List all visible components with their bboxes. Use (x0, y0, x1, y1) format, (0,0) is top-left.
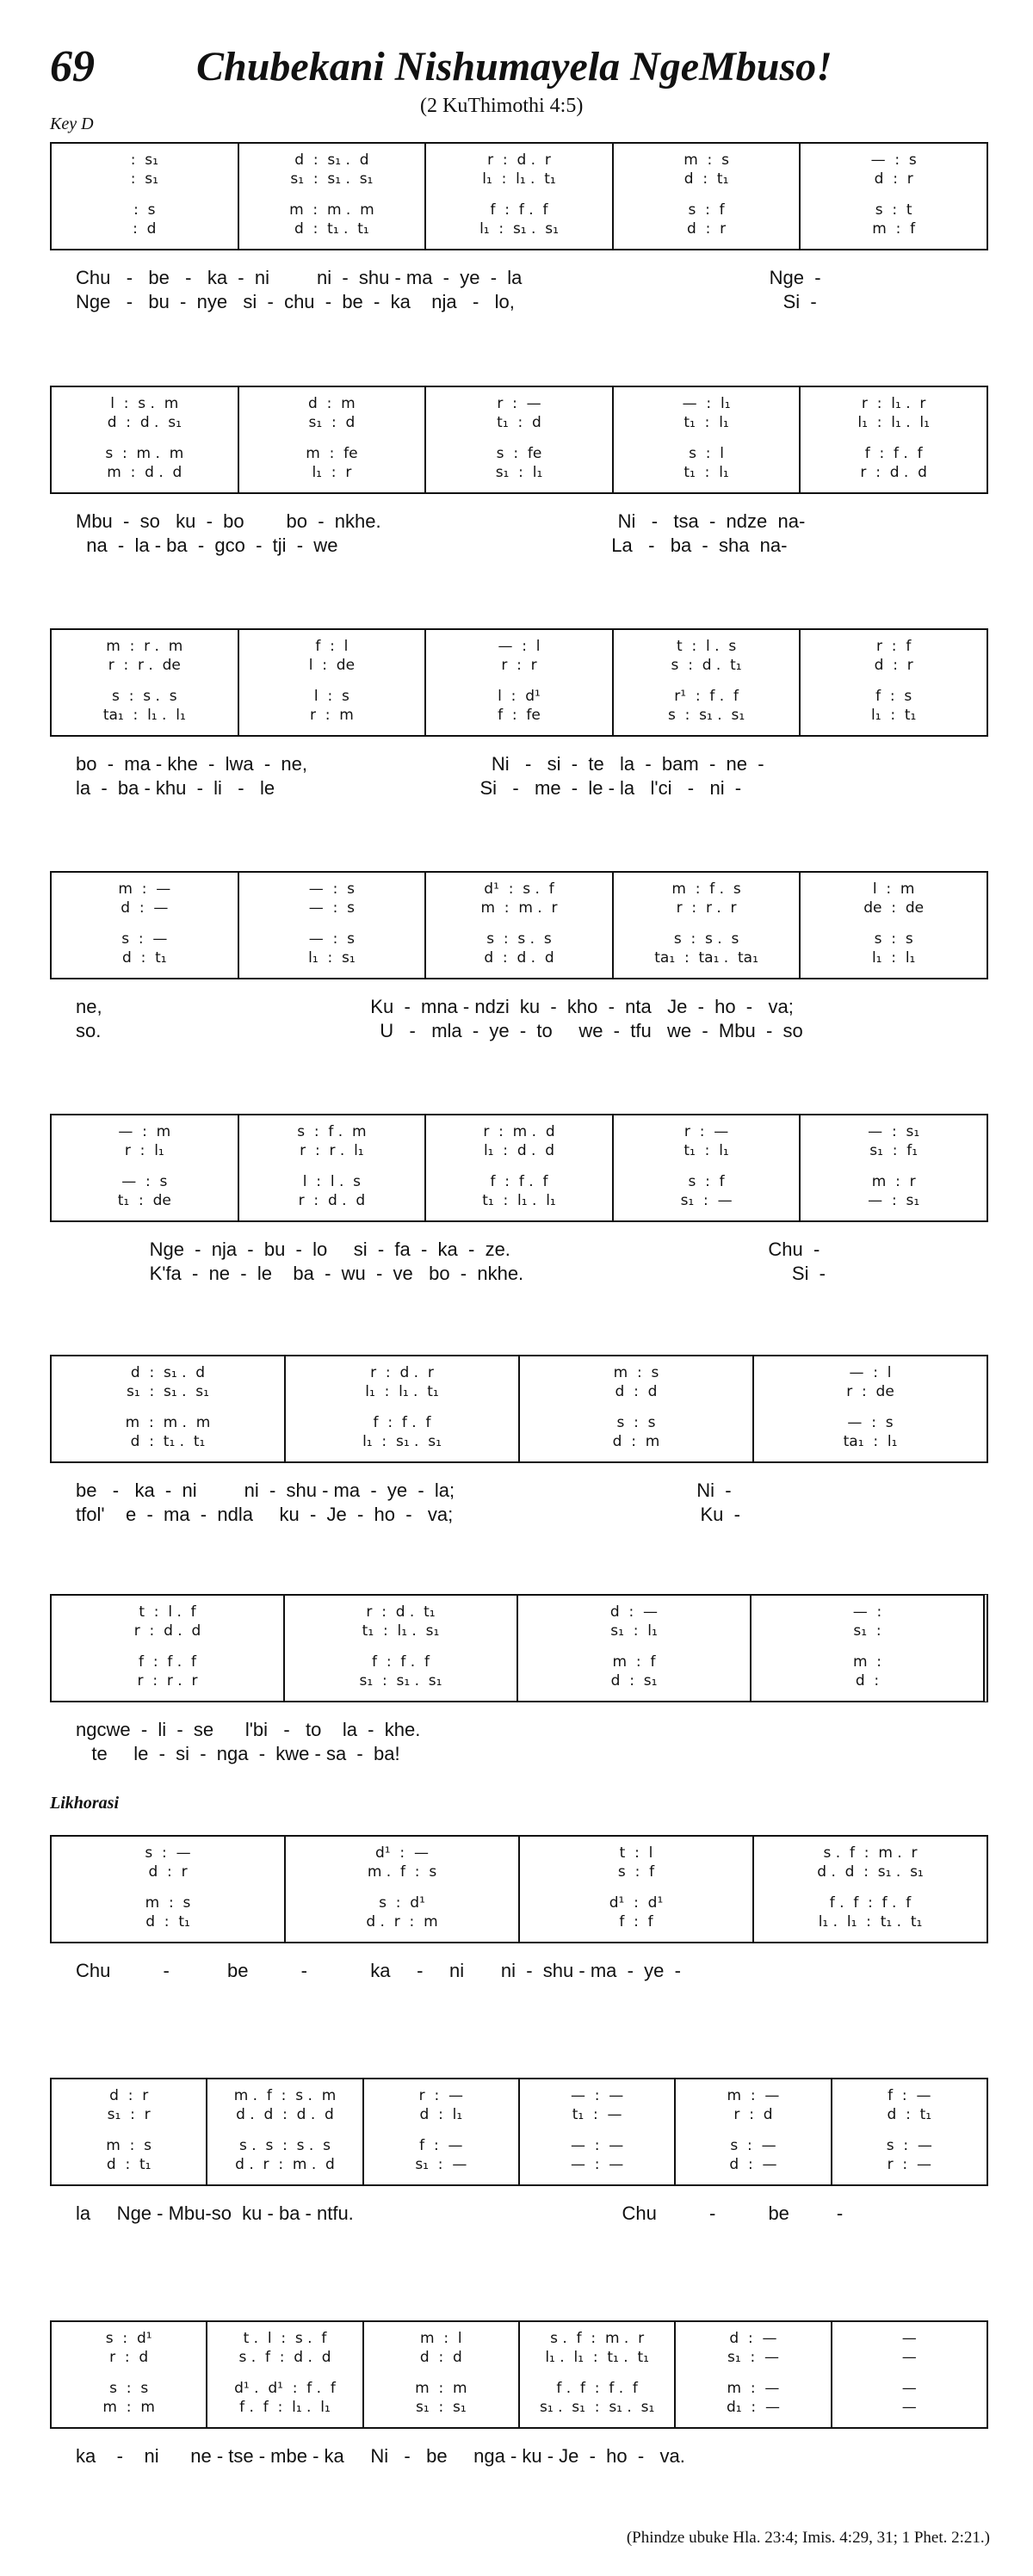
soprano-notes: — : m (118, 1123, 171, 1140)
soprano-notes: d : m (308, 395, 356, 412)
hymn-number: 69 (50, 42, 95, 91)
alto-notes: d : r (874, 170, 913, 188)
staff (50, 2320, 988, 2429)
alto-notes: r : r (501, 657, 537, 674)
soprano-notes: — : s (870, 151, 917, 169)
staff (50, 871, 988, 979)
lyric-line: Chu - be - ka - ni ni - shu - ma - ye - (76, 1960, 681, 1981)
soprano-notes: t : l . s (676, 638, 737, 655)
measure (52, 2079, 206, 2184)
tenor-notes: f : f . f (372, 1653, 430, 1671)
music-system (50, 1594, 988, 1766)
footnote-references: (Phindze ubuke Hla. 23:4; Imis. 4:29, 31; 1 Phet. 2:21.) (626, 2529, 990, 2547)
bass-notes: m : d . d (107, 464, 182, 481)
soprano-notes: — : s₁ (868, 1123, 920, 1140)
bass-notes: f . f : l₁ . l₁ (239, 2399, 331, 2416)
lyrics-block (50, 1222, 988, 1286)
measure (518, 1837, 752, 1942)
alto-notes: r : l₁ (124, 1142, 164, 1159)
tenor-notes: m : — (727, 2380, 780, 2397)
tenor-notes: s : — (121, 930, 168, 948)
tenor-notes: s : — (730, 2137, 776, 2154)
tenor-notes: — : s (308, 930, 355, 948)
soprano-notes: — : s (308, 880, 355, 898)
soprano-notes: s : f . m (297, 1123, 367, 1140)
lyric-line: so. U - mla - ye - to we - tfu we - Mbu - so (76, 1020, 803, 1041)
bass-notes: m : m (102, 2399, 155, 2416)
soprano-notes: r : d . r (487, 151, 551, 169)
soprano-notes: d : r (109, 2087, 149, 2104)
soprano-notes: r : m . d (483, 1123, 555, 1140)
alto-notes: s₁ : (853, 1622, 881, 1640)
soprano-notes: — (901, 2330, 917, 2347)
soprano-notes: d¹ : — (375, 1844, 429, 1862)
alto-notes: d : — (121, 899, 169, 917)
measure (799, 630, 987, 735)
tenor-notes: m : f (612, 1653, 656, 1671)
lyric-line: Chu - be - ka - ni ni - shu - ma - ye - la Nge - (76, 267, 821, 288)
lyric-line: bo - ma - khe - lwa - ne, Ni - si - te la - bam - ne - (76, 753, 764, 775)
lyrics-block (50, 2429, 988, 2468)
tenor-notes: s : f (688, 201, 725, 219)
tenor-notes: m : s (106, 2137, 152, 2154)
soprano-notes: m : s (684, 151, 729, 169)
soprano-notes: d : — (729, 2330, 777, 2347)
bass-notes: s₁ : — (680, 1192, 733, 1209)
measure (424, 873, 612, 978)
soprano-notes: t . l : s . f (243, 2330, 327, 2347)
soprano-notes: r : d . r (370, 1364, 434, 1381)
bass-notes: — : s₁ (868, 1192, 920, 1209)
alto-notes: s₁ : s₁ . s₁ (127, 1383, 209, 1400)
bass-notes: ta₁ : ta₁ . ta₁ (654, 949, 758, 967)
tenor-notes: s : s (109, 2380, 149, 2397)
soprano-notes: s . f : m . r (823, 1844, 918, 1862)
measure (424, 387, 612, 492)
tenor-notes: f : f . f (373, 1414, 431, 1431)
music-system (50, 628, 988, 800)
bass-notes: s₁ : — (415, 2156, 467, 2173)
bass-notes: l₁ : r (312, 464, 352, 481)
lyrics-block (50, 494, 988, 558)
soprano-notes: s : — (145, 1844, 191, 1862)
tenor-notes: f . f : f . f (556, 2380, 638, 2397)
alto-notes: l₁ : d . d (483, 1142, 555, 1159)
soprano-notes: d : s₁ . d (294, 151, 369, 169)
measure (424, 1115, 612, 1220)
tenor-notes: f : — (419, 2137, 463, 2154)
bass-notes: d : m (612, 1433, 660, 1450)
bass-notes: r : — (887, 2156, 931, 2173)
bass-notes: ta₁ : l₁ . l₁ (102, 707, 186, 724)
measure (362, 2322, 518, 2427)
music-system (50, 871, 988, 1043)
music-system (50, 142, 988, 314)
soprano-notes: r : — (497, 395, 541, 412)
tenor-notes: — : s (847, 1414, 894, 1431)
measure (52, 2322, 206, 2427)
tenor-notes: m : s (145, 1894, 191, 1912)
tenor-notes: s : s . s (486, 930, 552, 948)
tenor-notes: l : d¹ (498, 688, 541, 705)
bass-notes: — (901, 2399, 917, 2416)
bass-notes: r : r . r (137, 1672, 198, 1690)
measure (612, 1115, 800, 1220)
tenor-notes: s : s (874, 930, 913, 948)
measure (52, 630, 238, 735)
tenor-notes: f . f : f . f (829, 1894, 912, 1912)
bass-notes: r : d . d (298, 1192, 366, 1209)
alto-notes: d : d . s₁ (107, 414, 182, 431)
soprano-notes: r : f (876, 638, 912, 655)
bass-notes: d : s₁ (610, 1672, 658, 1690)
bass-notes: d : t₁ . t₁ (130, 1433, 206, 1450)
bass-notes: r : d . d (860, 464, 927, 481)
lyric-line: la - ba - khu - li - le Si - me - le - la l'ci - ni - (76, 777, 742, 799)
alto-notes: l₁ : l₁ . t₁ (482, 170, 556, 188)
bass-notes: d . r : m (366, 1913, 438, 1930)
tenor-notes: m : (852, 1653, 882, 1671)
music-system (50, 1835, 988, 1983)
alto-notes: t₁ : l₁ . s₁ (362, 1622, 440, 1640)
tenor-notes: s : f (688, 1173, 725, 1190)
lyrics-block (50, 250, 988, 314)
alto-notes: l₁ : l₁ . l₁ (857, 414, 930, 431)
bass-notes: d₁ : — (727, 2399, 780, 2416)
tenor-notes: — : — (570, 2137, 624, 2154)
soprano-notes: d : s₁ . d (130, 1364, 206, 1381)
bass-notes: d : t₁ (145, 1913, 190, 1930)
music-system (50, 1114, 988, 1286)
measure (831, 2322, 987, 2427)
tenor-notes: s . s : s . s (238, 2137, 331, 2154)
bass-notes: d : r (687, 220, 727, 238)
alto-notes: s₁ : — (727, 2349, 779, 2366)
bass-notes: t₁ : de (117, 1192, 171, 1209)
bass-notes: f : fe (498, 707, 541, 724)
bass-notes: d : t₁ (106, 2156, 152, 2173)
alto-notes: s₁ : r (107, 2106, 151, 2123)
tenor-notes: l : s (313, 688, 349, 705)
hymn-header (50, 41, 997, 119)
alto-notes: r : d (733, 2106, 773, 2123)
soprano-notes: d : — (609, 1603, 659, 1621)
alto-notes: l₁ : l₁ . t₁ (365, 1383, 439, 1400)
alto-notes: t₁ : d (497, 414, 541, 431)
alto-notes: d : d (615, 1383, 658, 1400)
soprano-notes: — : — (570, 2087, 624, 2104)
measure (52, 873, 238, 978)
lyric-line: Mbu - so ku - bo bo - nkhe. Ni - tsa - ndze na- (76, 510, 806, 532)
measure (831, 2079, 987, 2184)
lyric-line: te le - si - nga - kwe - sa - ba! (76, 1743, 400, 1764)
measure (284, 1356, 518, 1461)
measure (206, 2322, 362, 2427)
alto-notes: s : d . t₁ (671, 657, 742, 674)
tenor-notes: s : s (616, 1414, 656, 1431)
music-system (50, 386, 988, 558)
tenor-notes: : s (133, 201, 156, 219)
chorus-label: Likhorasi (50, 1794, 120, 1813)
tenor-notes: — : s (121, 1173, 168, 1190)
bass-notes: t₁ : l₁ (684, 464, 729, 481)
measure (518, 2079, 674, 2184)
soprano-notes: s : d¹ (105, 2330, 152, 2347)
soprano-notes: r : d . t₁ (366, 1603, 436, 1621)
bass-notes: t₁ : l₁ . l₁ (482, 1192, 556, 1209)
lyric-line: be - ka - ni ni - shu - ma - ye - la; Ni - (76, 1480, 732, 1501)
alto-notes: r : d . d (133, 1622, 201, 1640)
tenor-notes: d¹ : d¹ (609, 1894, 664, 1912)
measure (283, 1596, 516, 1701)
tenor-notes: m : fe (306, 445, 358, 462)
lyric-line: tfol' e - ma - ndla ku - Je - ho - va; Ku - (76, 1504, 740, 1525)
alto-notes: d : r (148, 1863, 188, 1881)
alto-notes: d . d : s₁ . s₁ (817, 1863, 924, 1881)
measure (518, 2322, 674, 2427)
tenor-notes: s : t (875, 201, 912, 219)
alto-notes: s₁ : l₁ (610, 1622, 658, 1640)
alto-notes: r : de (846, 1383, 894, 1400)
tenor-notes: — (901, 2380, 917, 2397)
scripture-reference: (2 KuThimothi 4:5) (420, 95, 584, 117)
alto-notes: d : d (419, 2349, 462, 2366)
measure (238, 630, 425, 735)
staff (50, 142, 988, 250)
measure (284, 1837, 518, 1942)
measure (612, 873, 800, 978)
tenor-notes: s : s . s (673, 930, 739, 948)
soprano-notes: r : — (684, 1123, 729, 1140)
soprano-notes: m : — (727, 2087, 780, 2104)
measure (424, 144, 612, 249)
bass-notes: ta₁ : l₁ (843, 1433, 898, 1450)
tenor-notes: m : m . m (125, 1414, 211, 1431)
alto-notes: : s₁ (130, 170, 158, 188)
soprano-notes: t : l . f (139, 1603, 196, 1621)
soprano-notes: f : — (888, 2087, 931, 2104)
lyric-line: ngcwe - li - se l'bi - to la - khe. (76, 1719, 421, 1740)
measure (52, 144, 238, 249)
staff (50, 386, 988, 494)
alto-notes: d : t₁ (684, 170, 729, 188)
soprano-notes: m : r . m (106, 638, 183, 655)
key-signature: Key D (50, 114, 94, 133)
lyrics-block (50, 1463, 988, 1527)
measure (612, 630, 800, 735)
alto-notes: — (901, 2349, 917, 2366)
tenor-notes: d¹ . d¹ : f . f (234, 2380, 336, 2397)
soprano-notes: r : l₁ . r (861, 395, 926, 412)
alto-notes: — : s (308, 899, 355, 917)
alto-notes: r : r . r (676, 899, 737, 917)
soprano-notes: l : s . m (110, 395, 179, 412)
alto-notes: t₁ : — (572, 2106, 622, 2123)
measure (752, 1837, 987, 1942)
bass-notes: l₁ . l₁ : t₁ . t₁ (818, 1913, 923, 1930)
tenor-notes: s : d¹ (379, 1894, 425, 1912)
music-system (50, 2078, 988, 2226)
bass-notes: — : — (570, 2156, 624, 2173)
tenor-notes: f : s (875, 688, 912, 705)
lyric-line: ka - ni ne - tse - mbe - ka Ni - be nga - ku - Je - ho - va. (76, 2445, 685, 2467)
alto-notes: r : r . de (108, 657, 181, 674)
soprano-notes: — : l (498, 638, 541, 655)
measure (799, 144, 987, 249)
measure (238, 144, 425, 249)
bass-notes: l₁ : t₁ (870, 707, 917, 724)
alto-notes: m : m . r (480, 899, 558, 917)
measure (799, 387, 987, 492)
bass-notes: l₁ : l₁ (871, 949, 916, 967)
lyric-line: na - la - ba - gco - tji - we La - ba - sha na- (76, 534, 788, 556)
bass-notes: f : f (619, 1913, 653, 1930)
bass-notes: d : d . d (484, 949, 554, 967)
alto-notes: d : t₁ (887, 2106, 932, 2123)
bass-notes: l₁ : s₁ (308, 949, 356, 967)
measure (238, 387, 425, 492)
measure (52, 1837, 284, 1942)
alto-notes: d : r (874, 657, 913, 674)
bass-notes: d : t₁ . t₁ (294, 220, 369, 238)
soprano-notes: l : m (872, 880, 915, 898)
alto-notes: s₁ : d (308, 414, 356, 431)
measure (612, 387, 800, 492)
measure (362, 2079, 518, 2184)
soprano-notes: m . f : s . m (233, 2087, 337, 2104)
tenor-notes: f : f . f (139, 1653, 196, 1671)
staff (50, 1594, 988, 1702)
measure (238, 1115, 425, 1220)
measure (752, 1356, 987, 1461)
bass-notes: : d (133, 220, 157, 238)
tenor-notes: f : f . f (490, 201, 548, 219)
measure (206, 2079, 362, 2184)
alto-notes: de : de (863, 899, 925, 917)
measure (674, 2079, 830, 2184)
lyric-line: ne, Ku - mna - ndzi ku - kho - nta Je - ho - va; (76, 996, 794, 1017)
soprano-notes: s . f : m . r (550, 2330, 645, 2347)
tenor-notes: s : — (886, 2137, 932, 2154)
soprano-notes: r : — (418, 2087, 463, 2104)
alto-notes: l : de (308, 657, 356, 674)
measure (518, 1356, 752, 1461)
lyrics-block (50, 2186, 988, 2226)
music-system (50, 2320, 988, 2468)
bass-notes: d . r : m . d (235, 2156, 335, 2173)
alto-notes: t₁ : l₁ (684, 1142, 729, 1159)
lyric-line: Nge - bu - nye si - chu - be - ka nja - lo, Si - (76, 291, 817, 312)
alto-notes: s : f (617, 1863, 655, 1881)
lyric-line: K'fa - ne - le ba - wu - ve bo - nkhe. Si - (76, 1263, 826, 1284)
tenor-notes: f : f . f (864, 445, 923, 462)
staff (50, 628, 988, 737)
soprano-notes: m : f . s (671, 880, 741, 898)
soprano-notes: : s₁ (130, 151, 158, 169)
soprano-notes: t : l (619, 1844, 653, 1862)
staff (50, 1355, 988, 1463)
lyric-line: la Nge - Mbu-so ku - ba - ntfu. Chu - be - (76, 2202, 844, 2224)
music-system (50, 1355, 988, 1527)
bass-notes: s₁ : s₁ (415, 2399, 467, 2416)
tenor-notes: m : m (415, 2380, 467, 2397)
measure (238, 873, 425, 978)
bass-notes: l₁ : s₁ . s₁ (479, 220, 559, 238)
measure (424, 630, 612, 735)
tenor-notes: s : s . s (112, 688, 177, 705)
bass-notes: s : s₁ . s₁ (667, 707, 745, 724)
alto-notes: d : l₁ (419, 2106, 463, 2123)
alto-notes: l₁ . l₁ : t₁ . t₁ (545, 2349, 649, 2366)
staff (50, 2078, 988, 2186)
lyrics-block (50, 1943, 988, 1983)
staff (50, 1835, 988, 1943)
bass-notes: s₁ . s₁ : s₁ . s₁ (540, 2399, 655, 2416)
bass-notes: r : m (309, 707, 354, 724)
bass-notes: d : t₁ (121, 949, 167, 967)
measure (674, 2322, 830, 2427)
soprano-notes: m : s (613, 1364, 659, 1381)
soprano-notes: d¹ : s . f (484, 880, 554, 898)
soprano-notes: m : l (420, 2330, 462, 2347)
measure (52, 1596, 283, 1701)
tenor-notes: l : l . s (302, 1173, 362, 1190)
bass-notes: s₁ : s₁ . s₁ (359, 1672, 442, 1690)
alto-notes: s₁ : f₁ (869, 1142, 919, 1159)
alto-notes: s . f : d . d (238, 2349, 331, 2366)
tenor-notes: r¹ : f . f (674, 688, 739, 705)
soprano-notes: f : l (315, 638, 349, 655)
alto-notes: r : d (109, 2349, 149, 2366)
tenor-notes: f : f . f (490, 1173, 548, 1190)
alto-notes: r : r . l₁ (300, 1142, 364, 1159)
hymn-title: Chubekani Nishumayela NgeMbuso! (196, 44, 832, 90)
bass-notes: d : — (729, 2156, 777, 2173)
measure (52, 1115, 238, 1220)
soprano-notes: — : l (849, 1364, 892, 1381)
measure (516, 1596, 750, 1701)
alto-notes: d . d : d . d (236, 2106, 334, 2123)
measure (799, 1115, 987, 1220)
soprano-notes: — : (852, 1603, 882, 1621)
alto-notes: s₁ : s₁ . s₁ (290, 170, 374, 188)
tenor-notes: s : fe (496, 445, 542, 462)
tenor-notes: m : r (871, 1173, 916, 1190)
alto-notes: m . f : s (367, 1863, 437, 1881)
measure (799, 873, 987, 978)
staff (50, 1114, 988, 1222)
alto-notes: t₁ : l₁ (684, 414, 729, 431)
lyrics-block (50, 979, 988, 1043)
lyric-line: Nge - nja - bu - lo si - fa - ka - ze. Chu - (76, 1239, 820, 1260)
measure (612, 144, 800, 249)
lyrics-block (50, 1702, 988, 1766)
measure (52, 387, 238, 492)
bass-notes: m : f (872, 220, 916, 238)
tenor-notes: m : m . m (289, 201, 374, 219)
soprano-notes: m : — (118, 880, 171, 898)
bass-notes: l₁ : s₁ . s₁ (362, 1433, 442, 1450)
tenor-notes: s : l (689, 445, 725, 462)
measure (750, 1596, 983, 1701)
tenor-notes: s : m . m (105, 445, 184, 462)
bass-notes: d : (855, 1672, 880, 1690)
lyrics-block (50, 737, 988, 800)
soprano-notes: — : l₁ (682, 395, 731, 412)
measure (52, 1356, 284, 1461)
bass-notes: s₁ : l₁ (495, 464, 543, 481)
